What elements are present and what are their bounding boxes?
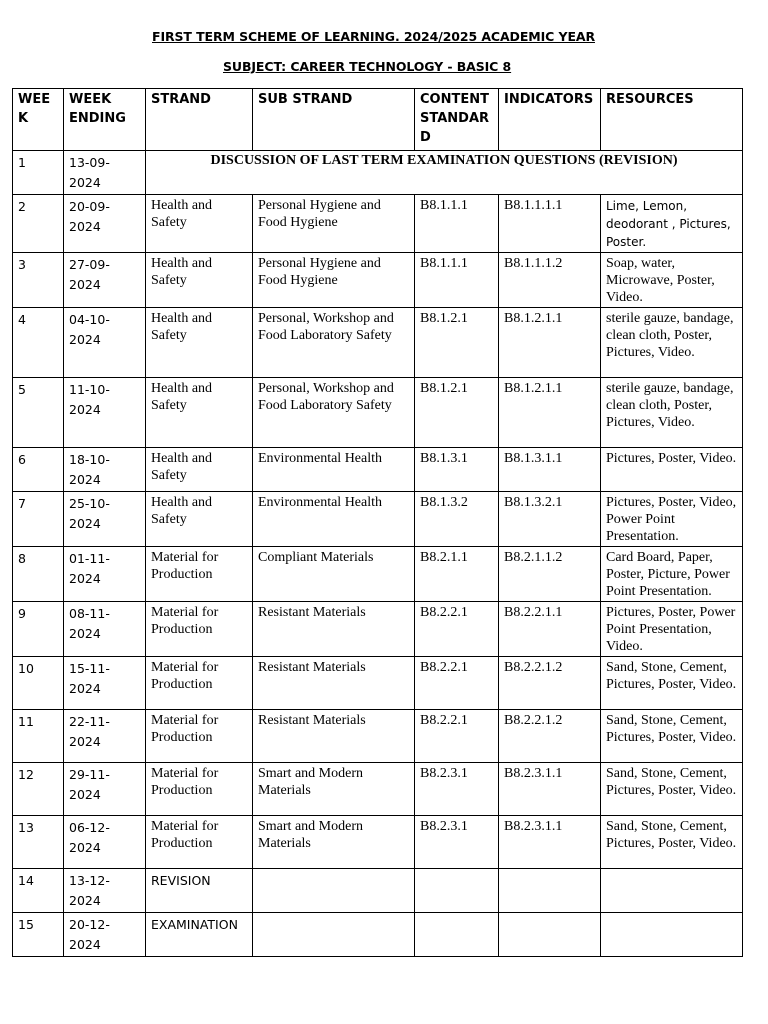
document-subject: SUBJECT: CAREER TECHNOLOGY - BASIC 8 — [223, 59, 512, 74]
cell-indicators: B8.2.1.1.2 — [499, 547, 601, 602]
cell-week: 7 — [13, 492, 64, 547]
cell-strand: Health and Safety — [146, 253, 253, 308]
cell-sub-strand: Environmental Health — [253, 492, 415, 547]
cell-week: 9 — [13, 602, 64, 657]
cell-indicators: B8.1.2.1.1 — [499, 308, 601, 378]
cell-sub-strand: Resistant Materials — [253, 657, 415, 710]
cell-week-ending: 04-10-2024 — [64, 308, 146, 378]
cell-resources — [601, 869, 743, 913]
table-row — [13, 710, 743, 763]
table-row — [13, 763, 743, 816]
table-row — [13, 913, 743, 957]
table-row — [13, 378, 743, 448]
cell-strand: Health and Safety — [146, 195, 253, 253]
document-title: FIRST TERM SCHEME OF LEARNING. 2024/2025 ACADEMIC YEAR — [152, 29, 595, 44]
cell-content-standard: B8.2.3.1 — [415, 763, 499, 816]
cell-week: 1 — [13, 151, 64, 195]
cell-week: 12 — [13, 763, 64, 816]
cell-content-standard: B8.1.1.1 — [415, 253, 499, 308]
table-row — [13, 308, 743, 378]
cell-week: 5 — [13, 378, 64, 448]
table-row — [13, 448, 743, 492]
cell-indicators: B8.1.1.1.1 — [499, 195, 601, 253]
cell-week-ending: 25-10-2024 — [64, 492, 146, 547]
cell-indicators: B8.2.2.1.2 — [499, 657, 601, 710]
cell-sub-strand — [253, 913, 415, 957]
cell-content-standard: B8.1.2.1 — [415, 308, 499, 378]
header-content-standard: CONTENT STANDARD — [415, 89, 499, 151]
table-row — [13, 657, 743, 710]
cell-resources: Pictures, Poster, Video, Power Point Presentation. — [601, 492, 743, 547]
cell-content-standard: B8.1.3.2 — [415, 492, 499, 547]
cell-strand: Material for Production — [146, 710, 253, 763]
table-row — [13, 816, 743, 869]
cell-week-ending: 20-09-2024 — [64, 195, 146, 253]
cell-week-ending: 11-10-2024 — [64, 378, 146, 448]
cell-sub-strand: Personal Hygiene and Food Hygiene — [253, 253, 415, 308]
header-resources: RESOURCES — [601, 89, 743, 151]
cell-sub-strand: Personal, Workshop and Food Laboratory Safety — [253, 308, 415, 378]
cell-week-ending: 06-12-2024 — [64, 816, 146, 869]
cell-resources: Pictures, Poster, Power Point Presentation, Video. — [601, 602, 743, 657]
cell-resources: Card Board, Paper, Poster, Picture, Power Point Presentation. — [601, 547, 743, 602]
cell-sub-strand: Compliant Materials — [253, 547, 415, 602]
cell-week-ending: 13-09-2024 — [64, 151, 146, 195]
table-row — [13, 602, 743, 657]
cell-strand: EXAMINATION — [146, 913, 253, 957]
cell-resources: Pictures, Poster, Video. — [601, 448, 743, 492]
cell-sub-strand: Personal, Workshop and Food Laboratory Safety — [253, 378, 415, 448]
cell-week-ending: 22-11-2024 — [64, 710, 146, 763]
cell-week: 4 — [13, 308, 64, 378]
cell-resources: Sand, Stone, Cement, Pictures, Poster, Video. — [601, 763, 743, 816]
cell-sub-strand: Resistant Materials — [253, 602, 415, 657]
cell-resources: Sand, Stone, Cement, Pictures, Poster, Video. — [601, 816, 743, 869]
table-row — [13, 151, 743, 195]
cell-week: 13 — [13, 816, 64, 869]
cell-week-ending: 13-12-2024 — [64, 869, 146, 913]
cell-strand: Material for Production — [146, 657, 253, 710]
cell-week-ending: 15-11-2024 — [64, 657, 146, 710]
table-row — [13, 195, 743, 253]
cell-strand: Health and Safety — [146, 492, 253, 547]
cell-resources: sterile gauze, bandage, clean cloth, Poster, Pictures, Video. — [601, 378, 743, 448]
cell-indicators: B8.2.2.1.1 — [499, 602, 601, 657]
cell-strand: REVISION — [146, 869, 253, 913]
cell-week: 8 — [13, 547, 64, 602]
table-header-row — [13, 89, 743, 151]
cell-sub-strand: Resistant Materials — [253, 710, 415, 763]
cell-indicators — [499, 913, 601, 957]
cell-content-standard: B8.1.2.1 — [415, 378, 499, 448]
cell-sub-strand: Environmental Health — [253, 448, 415, 492]
cell-week: 10 — [13, 657, 64, 710]
cell-resources: Soap, water, Microwave, Poster, Video. — [601, 253, 743, 308]
cell-content-standard: B8.1.1.1 — [415, 195, 499, 253]
cell-revision-discussion: DISCUSSION OF LAST TERM EXAMINATION QUESTIONS (REVISION) — [146, 151, 743, 195]
scheme-table — [12, 88, 743, 957]
cell-resources: sterile gauze, bandage, clean cloth, Poster, Pictures, Video. — [601, 308, 743, 378]
cell-strand: Material for Production — [146, 763, 253, 816]
cell-week: 2 — [13, 195, 64, 253]
cell-indicators: B8.1.3.2.1 — [499, 492, 601, 547]
cell-content-standard: B8.2.2.1 — [415, 657, 499, 710]
cell-indicators: B8.2.3.1.1 — [499, 816, 601, 869]
header-week: WEEK — [13, 89, 64, 151]
cell-week-ending: 18-10-2024 — [64, 448, 146, 492]
cell-resources: Sand, Stone, Cement, Pictures, Poster, Video. — [601, 657, 743, 710]
cell-resources: Sand, Stone, Cement, Pictures, Poster, Video. — [601, 710, 743, 763]
cell-sub-strand — [253, 869, 415, 913]
cell-strand: Health and Safety — [146, 448, 253, 492]
cell-week: 6 — [13, 448, 64, 492]
cell-sub-strand: Smart and Modern Materials — [253, 816, 415, 869]
cell-content-standard: B8.2.2.1 — [415, 710, 499, 763]
cell-week-ending: 20-12-2024 — [64, 913, 146, 957]
cell-content-standard: B8.2.1.1 — [415, 547, 499, 602]
cell-strand: Material for Production — [146, 602, 253, 657]
cell-week: 15 — [13, 913, 64, 957]
cell-week-ending: 08-11-2024 — [64, 602, 146, 657]
cell-indicators: B8.1.3.1.1 — [499, 448, 601, 492]
cell-indicators: B8.2.2.1.2 — [499, 710, 601, 763]
table-row — [13, 547, 743, 602]
header-sub-strand: SUB STRAND — [253, 89, 415, 151]
cell-week: 11 — [13, 710, 64, 763]
header-indicators: INDICATORS — [499, 89, 601, 151]
table-row — [13, 492, 743, 547]
cell-week-ending: 01-11-2024 — [64, 547, 146, 602]
cell-week: 14 — [13, 869, 64, 913]
cell-content-standard — [415, 913, 499, 957]
cell-week: 3 — [13, 253, 64, 308]
cell-indicators — [499, 869, 601, 913]
cell-content-standard: B8.1.3.1 — [415, 448, 499, 492]
cell-content-standard: B8.2.3.1 — [415, 816, 499, 869]
cell-strand: Material for Production — [146, 547, 253, 602]
cell-sub-strand: Personal Hygiene and Food Hygiene — [253, 195, 415, 253]
cell-indicators: B8.1.1.1.2 — [499, 253, 601, 308]
table-row — [13, 253, 743, 308]
cell-indicators: B8.1.2.1.1 — [499, 378, 601, 448]
cell-strand: Material for Production — [146, 816, 253, 869]
cell-content-standard — [415, 869, 499, 913]
cell-strand: Health and Safety — [146, 308, 253, 378]
cell-sub-strand: Smart and Modern Materials — [253, 763, 415, 816]
cell-resources — [601, 913, 743, 957]
cell-indicators: B8.2.3.1.1 — [499, 763, 601, 816]
cell-resources: Lime, Lemon, deodorant , Pictures, Poster. — [601, 195, 743, 253]
cell-week-ending: 27-09-2024 — [64, 253, 146, 308]
cell-week-ending: 29-11-2024 — [64, 763, 146, 816]
header-strand: STRAND — [146, 89, 253, 151]
header-week-ending: WEEK ENDING — [64, 89, 146, 151]
cell-strand: Health and Safety — [146, 378, 253, 448]
table-row — [13, 869, 743, 913]
cell-content-standard: B8.2.2.1 — [415, 602, 499, 657]
